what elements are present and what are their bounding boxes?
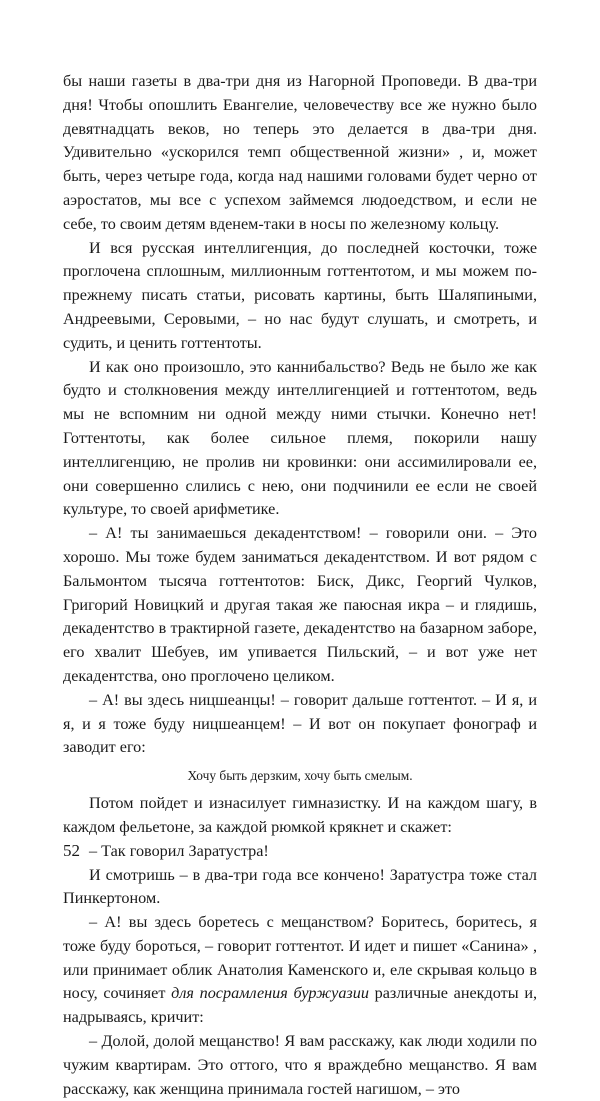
quoted-line: Хочу быть дерзким, хочу быть смелым. <box>187 768 413 784</box>
paragraph-5: – А! вы здесь ницшеанцы! – говорит дальше готтентот. – И я, и я, и я тоже буду ницшеанцем! – И вот он покупает фонограф и заводит его: <box>63 690 537 757</box>
italic-phrase: для посрамления буржуазии <box>171 984 369 1003</box>
paragraph-2: И вся русская интеллигенция, до последней косточки, тоже проглочена сплошным, миллионным готтентотом, и мы можем по-прежнему писать статьи, рисовать картины, быть Шаляпиными, Андреевыми, Серовыми, – но нас будут слушать, и смотреть, и судить, и ценить готтентоты. <box>63 238 537 352</box>
page-number: 52 <box>63 841 80 860</box>
paragraph-8: И смотришь – в два-три года все кончено! Заратустра тоже стал Пинкертоном. <box>63 865 537 908</box>
paragraph-1: бы наши газеты в два-три дня из Нагорной Проповеди. В два-три дня! Чтобы опошлить Евангелие, человечеству все же нужно было девятнадцать веков, но теперь это делается в два-три дня. Удивительно «ускорился темп общественной жизни» , и, может быть, через четыре года, когда над нашими головами будет черно от аэростатов, мы все с успехом займемся людоедством, и если не себе, то своим детям вденем-таки в носы по железному кольцу. <box>63 72 537 233</box>
paragraph-9-text: – А! вы здесь боретесь с мещанством? Боритесь, боритесь, я тоже буду бороться, – говорит готтентот. И идет и пишет «Санина» , или принимает облик Анатолия Каменского и, еле скрывая кольцо в носу, сочиняет <box>63 913 537 1003</box>
paragraph-9-tail: различные анекдоты и, надрываясь, кричит: <box>63 984 538 1027</box>
paragraph-9 <box>63 911 537 1030</box>
paragraph-3: И как оно произошло, это каннибальство? Ведь не было же как будто и столкновения между интеллигенцией и готтентотом, ведь мы не вспомним ни одной между ними стычки. Конечно нет! Готтентоты, как более сильное племя, покорили нашу интеллигенцию, не пролив ни кровинки: они ассимилировали ее, они совершенно слились с нею, они подчинили ее если не своей культуре, то своей арифметике. <box>63 357 537 519</box>
paragraph-4: – А! ты занимаешься декадентством! – говорили они. – Это хорошо. Мы тоже будем заниматься декадентством. И вот рядом с Бальмонтом тысяча готтентотов: Биск, Дикс, Георгий Чулков, Григорий Новицкий и другая такая же паюсная икра – и глядишь, декадентство в трактирной газете, декадентство на базарном заборе, его хвалит Шебуев, им упивается Пильский, – и вот уже нет декадентства, оно проглочено целиком. <box>63 524 537 685</box>
paragraph-6: Потом пойдет и изнасилует гимназистку. И на каждом шагу, в каждом фельетоне, за каждой рюмкой крякнет и скажет: <box>63 794 537 836</box>
body-text <box>63 70 537 1101</box>
paragraph-7: – Так говорил Заратустра! <box>89 841 269 860</box>
paragraph-10: – Долой, долой мещанство! Я вам расскажу, как люди ходили по чужим квартирам. Это оттого, что я враждебно мещанство. Я вам расскажу, как женщина принимала гостей нагишом, – это <box>63 1032 537 1098</box>
